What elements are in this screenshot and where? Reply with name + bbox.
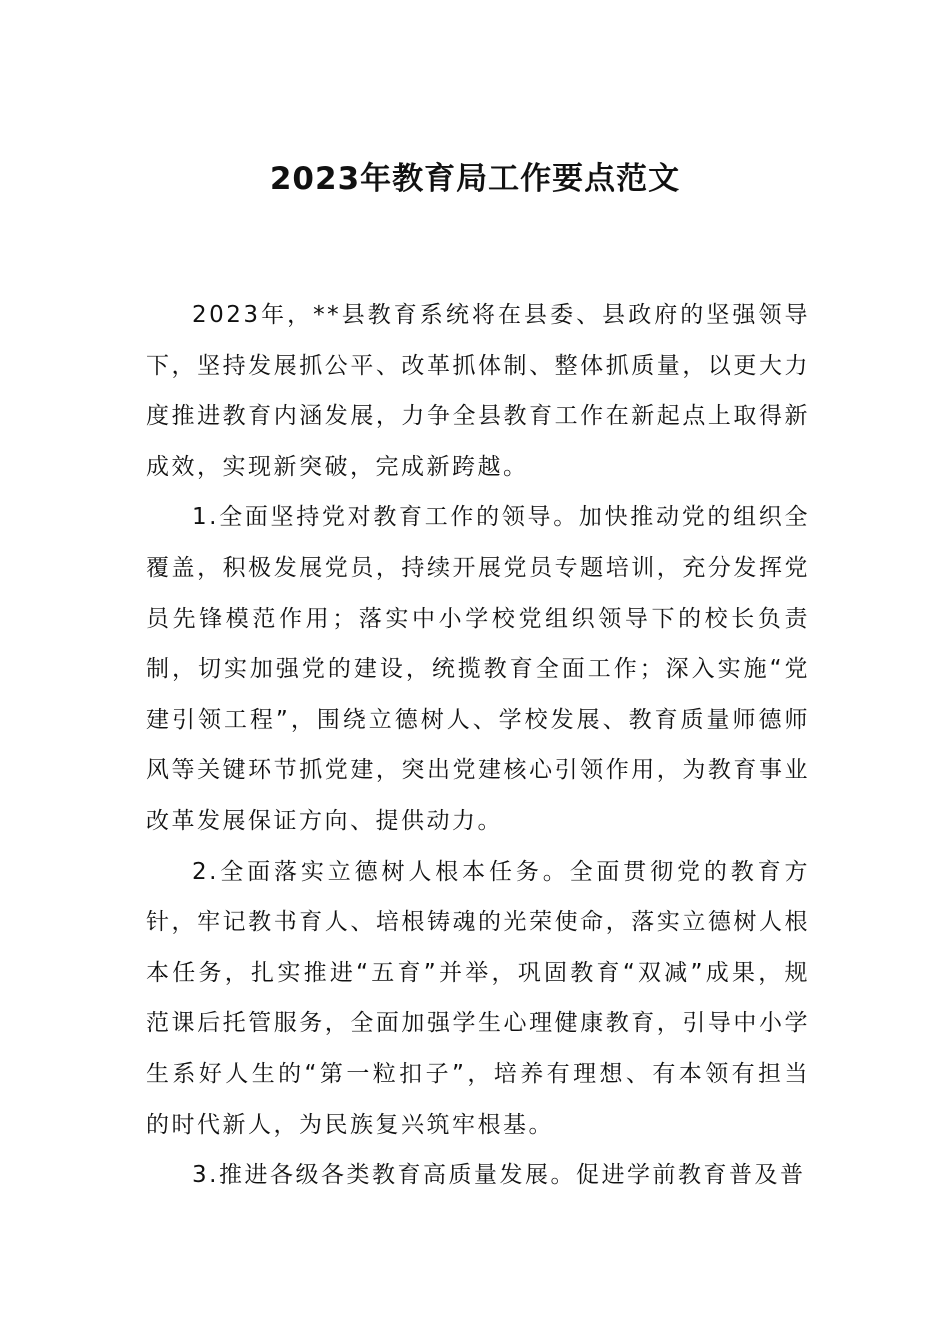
paragraph-3: 3.推进各级各类教育高质量发展。促进学前教育普及普 [192, 1162, 806, 1189]
document-body [146, 290, 810, 1201]
document-title: 2023年教育局工作要点范文 [269, 161, 681, 197]
paragraph-1: 1.全面坚持党对教育工作的领导。加快推动党的组织全覆盖，积极发展党员，持续开展党员专题培训，充分发挥党员先锋模范作用；落实中小学校党组织领导下的校长负责制，切实加强党的建设，统揽教育全面工作；深入实施“党建引领工程”，围绕立德树人、学校发展、教育质量师德师风等关键环节抓党建，突出党建核心引领作用，为教育事业改革发展保证方向、提供动力。 [146, 504, 810, 834]
paragraph-2: 2.全面落实立德树人根本任务。全面贯彻党的教育方针，牢记教书育人、培根铸魂的光荣使命，落实立德树人根本任务，扎实推进“五育”并举，巩固教育“双减”成果，规范课后托管服务，全面加强学生心理健康教育，引导中小学生系好人生的“第一粒扣子”，培养有理想、有本领有担当的时代新人，为民族复兴筑牢根基。 [146, 858, 810, 1138]
paragraph-intro: 2023年，**县教育系统将在县委、县政府的坚强领导下，坚持发展抓公平、改革抓体制、整体抓质量，以更大力度推进教育内涵发展，力争全县教育工作在新起点上取得新成效，实现新突破，完成新跨越。 [146, 302, 810, 480]
